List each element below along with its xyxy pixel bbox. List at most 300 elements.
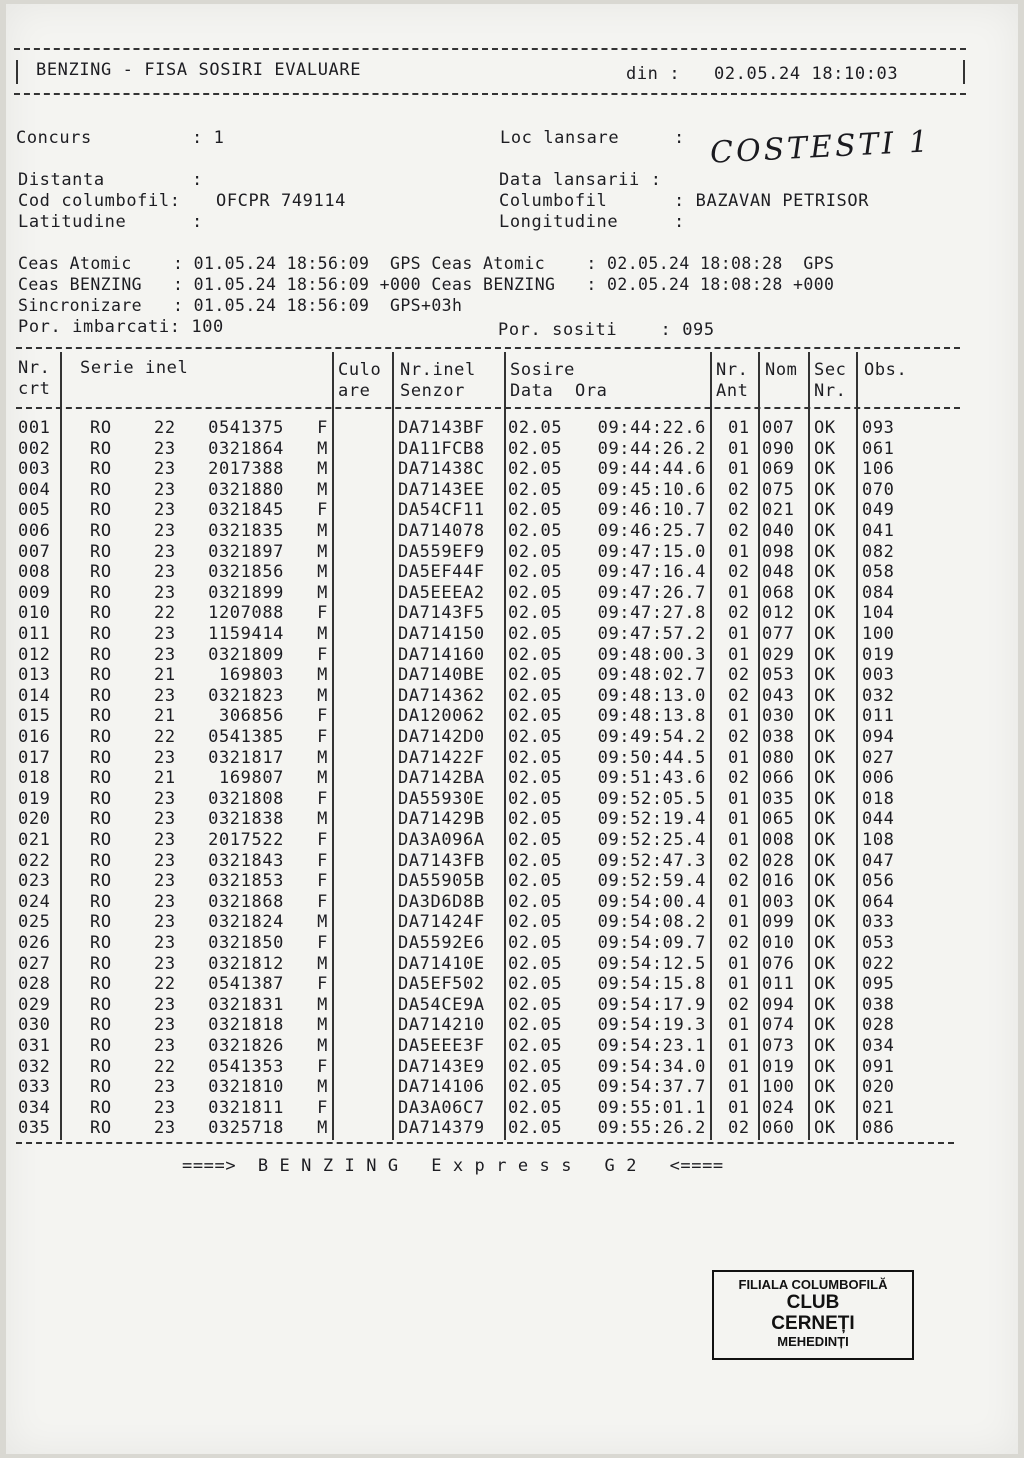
cell-country: RO [90, 1036, 112, 1056]
cell-nom: 021 [762, 500, 795, 521]
cell-obs: 021 [862, 1097, 895, 1118]
cell-sec: OK [814, 1056, 836, 1077]
cell-year: 23 [154, 624, 176, 644]
cell-sec: OK [814, 994, 836, 1015]
table-header-bottom-rule [16, 407, 960, 409]
table-row [6, 933, 1006, 953]
cell-nr-crt: 012 [18, 644, 51, 665]
cell-date: 02.05 [508, 809, 563, 830]
cell-date: 02.05 [508, 500, 563, 521]
cell-country: RO [90, 871, 112, 892]
cell-time: 09:52:19.4 [597, 809, 706, 830]
table-row [6, 583, 1006, 603]
cell-nom: 065 [762, 809, 795, 830]
cell-ring: 0321812 [208, 953, 284, 974]
cell-obs: 027 [862, 747, 895, 768]
cell-nr-ant: 01 [728, 953, 750, 974]
cell-nr-ant: 01 [728, 624, 750, 644]
cell-obs: 104 [862, 603, 895, 624]
col-header-nr-ant-2: Ant [716, 381, 749, 401]
cell-sensor: DA54CF11 [398, 500, 485, 521]
cell-time: 09:50:44.5 [597, 747, 706, 768]
cell-sec: OK [814, 1036, 836, 1056]
cell-country: RO [90, 1097, 112, 1118]
arrivals-table-body [6, 418, 1006, 1138]
cell-time: 09:47:26.7 [597, 582, 706, 603]
loc-lansare-handwritten: COSTESTI 1 [709, 124, 932, 171]
header-bottom-rule [14, 93, 966, 95]
cell-nr-ant: 02 [728, 768, 750, 789]
cell-date: 02.05 [508, 562, 563, 583]
cell-country: RO [90, 788, 112, 809]
cell-sex: M [317, 479, 328, 500]
cell-ring: 1159414 [208, 624, 284, 644]
cell-year: 22 [154, 1056, 176, 1077]
cell-nom: 069 [762, 459, 795, 480]
cell-date: 02.05 [508, 1015, 563, 1036]
cell-year: 23 [154, 891, 176, 912]
cell-country: RO [90, 747, 112, 768]
cell-nr-crt: 014 [18, 685, 51, 706]
latitudine-value: : [192, 212, 203, 232]
table-row [6, 748, 1006, 768]
cell-country: RO [90, 418, 112, 438]
cell-time: 09:54:23.1 [597, 1036, 706, 1056]
cell-ring: 306856 [218, 706, 284, 727]
cell-date: 02.05 [508, 582, 563, 603]
table-row [6, 480, 1006, 500]
cell-country: RO [90, 665, 112, 686]
cell-ring: 2017388 [208, 459, 284, 480]
cell-obs: 086 [862, 1118, 895, 1139]
cell-sex: F [317, 788, 328, 809]
cell-country: RO [90, 994, 112, 1015]
table-row [6, 645, 1006, 665]
table-row [6, 665, 1006, 685]
concurs-label: Concurs [16, 128, 92, 148]
cod-columbofil-value: OFCPR 749114 [216, 191, 347, 211]
cell-obs: 044 [862, 809, 895, 830]
cell-nr-crt: 021 [18, 830, 51, 850]
cell-country: RO [90, 809, 112, 830]
cell-sensor: DA71429B [398, 809, 485, 830]
cell-obs: 095 [862, 974, 895, 995]
cell-ring: 0321864 [208, 438, 284, 459]
cell-ring: 0321808 [208, 788, 284, 809]
cell-time: 09:54:00.4 [597, 891, 706, 912]
cell-nr-crt: 024 [18, 891, 51, 912]
distanta-label: Distanta [18, 170, 105, 190]
cell-sec: OK [814, 418, 836, 438]
cell-country: RO [90, 479, 112, 500]
cell-date: 02.05 [508, 788, 563, 809]
cell-nr-ant: 01 [728, 1015, 750, 1036]
cell-year: 23 [154, 1036, 176, 1056]
cell-date: 02.05 [508, 850, 563, 871]
col-header-nom: Nom [765, 360, 798, 380]
cell-date: 02.05 [508, 994, 563, 1015]
cell-ring: 0321845 [208, 500, 284, 521]
cell-country: RO [90, 1118, 112, 1139]
cell-time: 09:46:10.7 [597, 500, 706, 521]
cell-date: 02.05 [508, 459, 563, 480]
table-row [6, 1118, 1006, 1138]
cell-year: 23 [154, 871, 176, 892]
cell-sensor: DA714160 [398, 644, 485, 665]
cell-nom: 073 [762, 1036, 795, 1056]
cell-nom: 100 [762, 1077, 795, 1098]
cell-nr-ant: 02 [728, 994, 750, 1015]
cell-sex: M [317, 1036, 328, 1056]
cell-year: 23 [154, 788, 176, 809]
cell-time: 09:51:43.6 [597, 768, 706, 789]
cell-sensor: DA7143BF [398, 418, 485, 438]
cell-sex: M [317, 521, 328, 541]
concurs-value: : 1 [192, 128, 225, 148]
col-header-serie: Serie inel [80, 358, 189, 378]
cell-year: 23 [154, 521, 176, 541]
cell-time: 09:48:00.3 [597, 644, 706, 665]
table-row [6, 1098, 1006, 1118]
table-top-rule [16, 347, 960, 349]
cell-nom: 043 [762, 685, 795, 706]
cell-nr-ant: 01 [728, 788, 750, 809]
cell-nr-ant: 01 [728, 644, 750, 665]
cell-year: 23 [154, 1097, 176, 1118]
cell-sex: M [317, 459, 328, 480]
cell-nom: 074 [762, 1015, 795, 1036]
cell-date: 02.05 [508, 706, 563, 727]
cell-year: 23 [154, 438, 176, 459]
table-row [6, 912, 1006, 932]
cell-sensor: DA5EF44F [398, 562, 485, 583]
cell-ring: 1207088 [208, 603, 284, 624]
cell-sex: F [317, 706, 328, 727]
cell-time: 09:54:19.3 [597, 1015, 706, 1036]
cell-nom: 040 [762, 521, 795, 541]
cell-nr-ant: 02 [728, 479, 750, 500]
cell-nr-crt: 022 [18, 850, 51, 871]
cell-sex: F [317, 850, 328, 871]
table-row [6, 562, 1006, 582]
cell-nom: 019 [762, 1056, 795, 1077]
cell-ring: 0321868 [208, 891, 284, 912]
cell-ring: 2017522 [208, 830, 284, 850]
cell-nr-crt: 013 [18, 665, 51, 686]
cell-year: 21 [154, 706, 176, 727]
cell-obs: 006 [862, 768, 895, 789]
cell-nom: 066 [762, 768, 795, 789]
cell-ring: 0321824 [208, 912, 284, 933]
cell-obs: 070 [862, 479, 895, 500]
cell-nr-crt: 016 [18, 727, 51, 747]
cell-ring: 0321897 [208, 541, 284, 562]
table-row [6, 789, 1006, 809]
cell-sec: OK [814, 582, 836, 603]
cell-country: RO [90, 603, 112, 624]
cell-obs: 106 [862, 459, 895, 480]
table-row [6, 459, 1006, 479]
cell-nr-crt: 019 [18, 788, 51, 809]
table-row [6, 521, 1006, 541]
cell-nom: 035 [762, 788, 795, 809]
cell-country: RO [90, 1056, 112, 1077]
cell-time: 09:45:10.6 [597, 479, 706, 500]
cell-ring: 0321826 [208, 1036, 284, 1056]
cell-nr-crt: 006 [18, 521, 51, 541]
cell-nom: 099 [762, 912, 795, 933]
header-top-rule [14, 48, 966, 50]
data-lansarii-label: Data lansarii : [499, 170, 662, 190]
cell-time: 09:47:15.0 [597, 541, 706, 562]
table-row [6, 542, 1006, 562]
cell-nom: 077 [762, 624, 795, 644]
cell-year: 23 [154, 500, 176, 521]
cell-sensor: DA120062 [398, 706, 485, 727]
cell-nom: 008 [762, 830, 795, 850]
cell-year: 23 [154, 562, 176, 583]
cell-year: 22 [154, 418, 176, 438]
table-row [6, 974, 1006, 994]
cell-sec: OK [814, 850, 836, 871]
cell-year: 21 [154, 665, 176, 686]
table-row [6, 809, 1006, 829]
cell-sex: M [317, 747, 328, 768]
cell-sec: OK [814, 624, 836, 644]
cell-obs: 049 [862, 500, 895, 521]
cell-nr-crt: 020 [18, 809, 51, 830]
cell-date: 02.05 [508, 1056, 563, 1077]
table-row [6, 871, 1006, 891]
cell-date: 02.05 [508, 1118, 563, 1139]
cell-sensor: DA7142D0 [398, 727, 485, 747]
cell-country: RO [90, 974, 112, 995]
cell-nom: 024 [762, 1097, 795, 1118]
cell-country: RO [90, 521, 112, 541]
cell-sensor: DA714078 [398, 521, 485, 541]
cell-sec: OK [814, 768, 836, 789]
cell-ring: 0321823 [208, 685, 284, 706]
cell-nr-crt: 002 [18, 438, 51, 459]
cell-nom: 016 [762, 871, 795, 892]
cell-year: 23 [154, 1015, 176, 1036]
cell-sex: F [317, 1097, 328, 1118]
cell-nr-crt: 023 [18, 871, 51, 892]
cell-sex: M [317, 768, 328, 789]
col-header-sec-2: Nr. [814, 381, 847, 401]
cell-year: 23 [154, 479, 176, 500]
cell-sec: OK [814, 747, 836, 768]
latitudine-label: Latitudine [18, 212, 127, 232]
cell-date: 02.05 [508, 871, 563, 892]
cell-country: RO [90, 500, 112, 521]
cell-nr-ant: 02 [728, 500, 750, 521]
cell-ring: 0541385 [208, 727, 284, 747]
col-header-nr-ant-1: Nr. [716, 360, 749, 380]
cell-obs: 003 [862, 665, 895, 686]
cell-ring: 169807 [218, 768, 284, 789]
longitudine-label: Longitudine [499, 212, 619, 232]
cell-obs: 034 [862, 1036, 895, 1056]
cell-obs: 061 [862, 438, 895, 459]
cell-time: 09:52:59.4 [597, 871, 706, 892]
cell-year: 23 [154, 685, 176, 706]
cell-date: 02.05 [508, 644, 563, 665]
cell-sec: OK [814, 603, 836, 624]
table-row [6, 500, 1006, 520]
cell-nom: 012 [762, 603, 795, 624]
porumbei-sositi: Por. sositi : 095 [498, 320, 715, 340]
cell-sex: M [317, 1118, 328, 1139]
cell-ring: 169803 [218, 665, 284, 686]
table-row [6, 624, 1006, 644]
sincronizare-line: Sincronizare : 01.05.24 18:56:09 GPS+03h [18, 296, 463, 315]
cell-ring: 0321850 [208, 933, 284, 953]
cell-nom: 029 [762, 644, 795, 665]
cell-obs: 108 [862, 830, 895, 850]
cell-nr-crt: 005 [18, 500, 51, 521]
cell-sensor: DA7143E9 [398, 1056, 485, 1077]
cell-nr-crt: 008 [18, 562, 51, 583]
cell-sec: OK [814, 1097, 836, 1118]
cell-nr-crt: 017 [18, 747, 51, 768]
cell-sex: F [317, 871, 328, 892]
cell-time: 09:49:54.2 [597, 727, 706, 747]
cell-country: RO [90, 1015, 112, 1036]
table-row [6, 439, 1006, 459]
cell-nr-crt: 029 [18, 994, 51, 1015]
cell-year: 23 [154, 933, 176, 953]
cell-year: 22 [154, 603, 176, 624]
cell-sensor: DA71410E [398, 953, 485, 974]
cell-obs: 018 [862, 788, 895, 809]
cell-year: 22 [154, 974, 176, 995]
cell-nr-ant: 01 [728, 809, 750, 830]
cell-nr-crt: 026 [18, 933, 51, 953]
cell-nom: 098 [762, 541, 795, 562]
cell-time: 09:54:09.7 [597, 933, 706, 953]
cell-nom: 090 [762, 438, 795, 459]
cell-sec: OK [814, 912, 836, 933]
table-row [6, 603, 1006, 623]
cell-nom: 080 [762, 747, 795, 768]
cell-sec: OK [814, 644, 836, 665]
table-row [6, 1057, 1006, 1077]
cell-sensor: DA714210 [398, 1015, 485, 1036]
cell-year: 23 [154, 1118, 176, 1139]
cell-nom: 003 [762, 891, 795, 912]
cell-sec: OK [814, 685, 836, 706]
cell-sex: M [317, 582, 328, 603]
cell-nr-ant: 01 [728, 541, 750, 562]
table-bottom-rule [16, 1142, 954, 1144]
cell-sensor: DA55905B [398, 871, 485, 892]
table-row [6, 1036, 1006, 1056]
cell-sec: OK [814, 438, 836, 459]
col-header-sosire: Sosire [510, 360, 576, 380]
cell-obs: 082 [862, 541, 895, 562]
footer-banner: ====> B E N Z I N G E x p r e s s G 2 <==== [182, 1156, 724, 1176]
cell-nom: 028 [762, 850, 795, 871]
cell-time: 09:54:12.5 [597, 953, 706, 974]
cell-country: RO [90, 541, 112, 562]
cell-sex: F [317, 830, 328, 850]
cell-time: 09:54:37.7 [597, 1077, 706, 1098]
report-date-label: din : [626, 64, 681, 84]
cell-sec: OK [814, 953, 836, 974]
cell-sex: F [317, 418, 328, 438]
cell-nr-ant: 02 [728, 1118, 750, 1139]
cell-year: 23 [154, 953, 176, 974]
cell-obs: 058 [862, 562, 895, 583]
cell-date: 02.05 [508, 1036, 563, 1056]
col-header-culo: Culo [338, 360, 382, 380]
cell-sex: M [317, 438, 328, 459]
cell-sex: M [317, 1015, 328, 1036]
cell-time: 09:54:08.2 [597, 912, 706, 933]
cell-nr-ant: 01 [728, 438, 750, 459]
cell-nr-ant: 02 [728, 603, 750, 624]
cell-sec: OK [814, 1015, 836, 1036]
cell-country: RO [90, 850, 112, 871]
cell-country: RO [90, 438, 112, 459]
columbofil-value: : BAZAVAN PETRISOR [674, 191, 870, 211]
cell-date: 02.05 [508, 685, 563, 706]
cell-time: 09:47:16.4 [597, 562, 706, 583]
cell-sensor: DA71422F [398, 747, 485, 768]
cell-sex: F [317, 644, 328, 665]
cell-sensor: DA3A06C7 [398, 1097, 485, 1118]
cell-nom: 068 [762, 582, 795, 603]
cell-date: 02.05 [508, 727, 563, 747]
cell-sensor: DA714106 [398, 1077, 485, 1098]
cell-sensor: DA55930E [398, 788, 485, 809]
cell-sec: OK [814, 891, 836, 912]
cell-obs: 100 [862, 624, 895, 644]
cell-date: 02.05 [508, 521, 563, 541]
table-row [6, 830, 1006, 850]
cell-nom: 007 [762, 418, 795, 438]
cell-ring: 0541387 [208, 974, 284, 995]
cell-year: 23 [154, 809, 176, 830]
report-title: BENZING - FISA SOSIRI EVALUARE [36, 60, 362, 80]
cell-sec: OK [814, 871, 836, 892]
header-right-border [963, 60, 965, 84]
cell-sex: M [317, 809, 328, 830]
club-stamp [712, 1270, 914, 1360]
clock-benzing-line: Ceas BENZING : 01.05.24 18:56:09 +000 Ceas BENZING : 02.05.24 18:08:28 +000 [18, 275, 835, 294]
cell-nr-crt: 003 [18, 459, 51, 480]
printout-sheet [6, 4, 1018, 1454]
cell-nr-ant: 01 [728, 582, 750, 603]
cell-obs: 032 [862, 685, 895, 706]
cell-time: 09:52:47.3 [597, 850, 706, 871]
cell-nr-crt: 033 [18, 1077, 51, 1098]
cell-nr-crt: 028 [18, 974, 51, 995]
cell-nr-ant: 02 [728, 562, 750, 583]
cell-date: 02.05 [508, 1097, 563, 1118]
cell-ring: 0321817 [208, 747, 284, 768]
cell-country: RO [90, 644, 112, 665]
col-header-crt: crt [18, 379, 51, 399]
cell-obs: 028 [862, 1015, 895, 1036]
cell-sex: F [317, 1056, 328, 1077]
cell-ring: 0321856 [208, 562, 284, 583]
cell-date: 02.05 [508, 768, 563, 789]
cell-year: 23 [154, 1077, 176, 1098]
cell-obs: 011 [862, 706, 895, 727]
cell-sec: OK [814, 521, 836, 541]
